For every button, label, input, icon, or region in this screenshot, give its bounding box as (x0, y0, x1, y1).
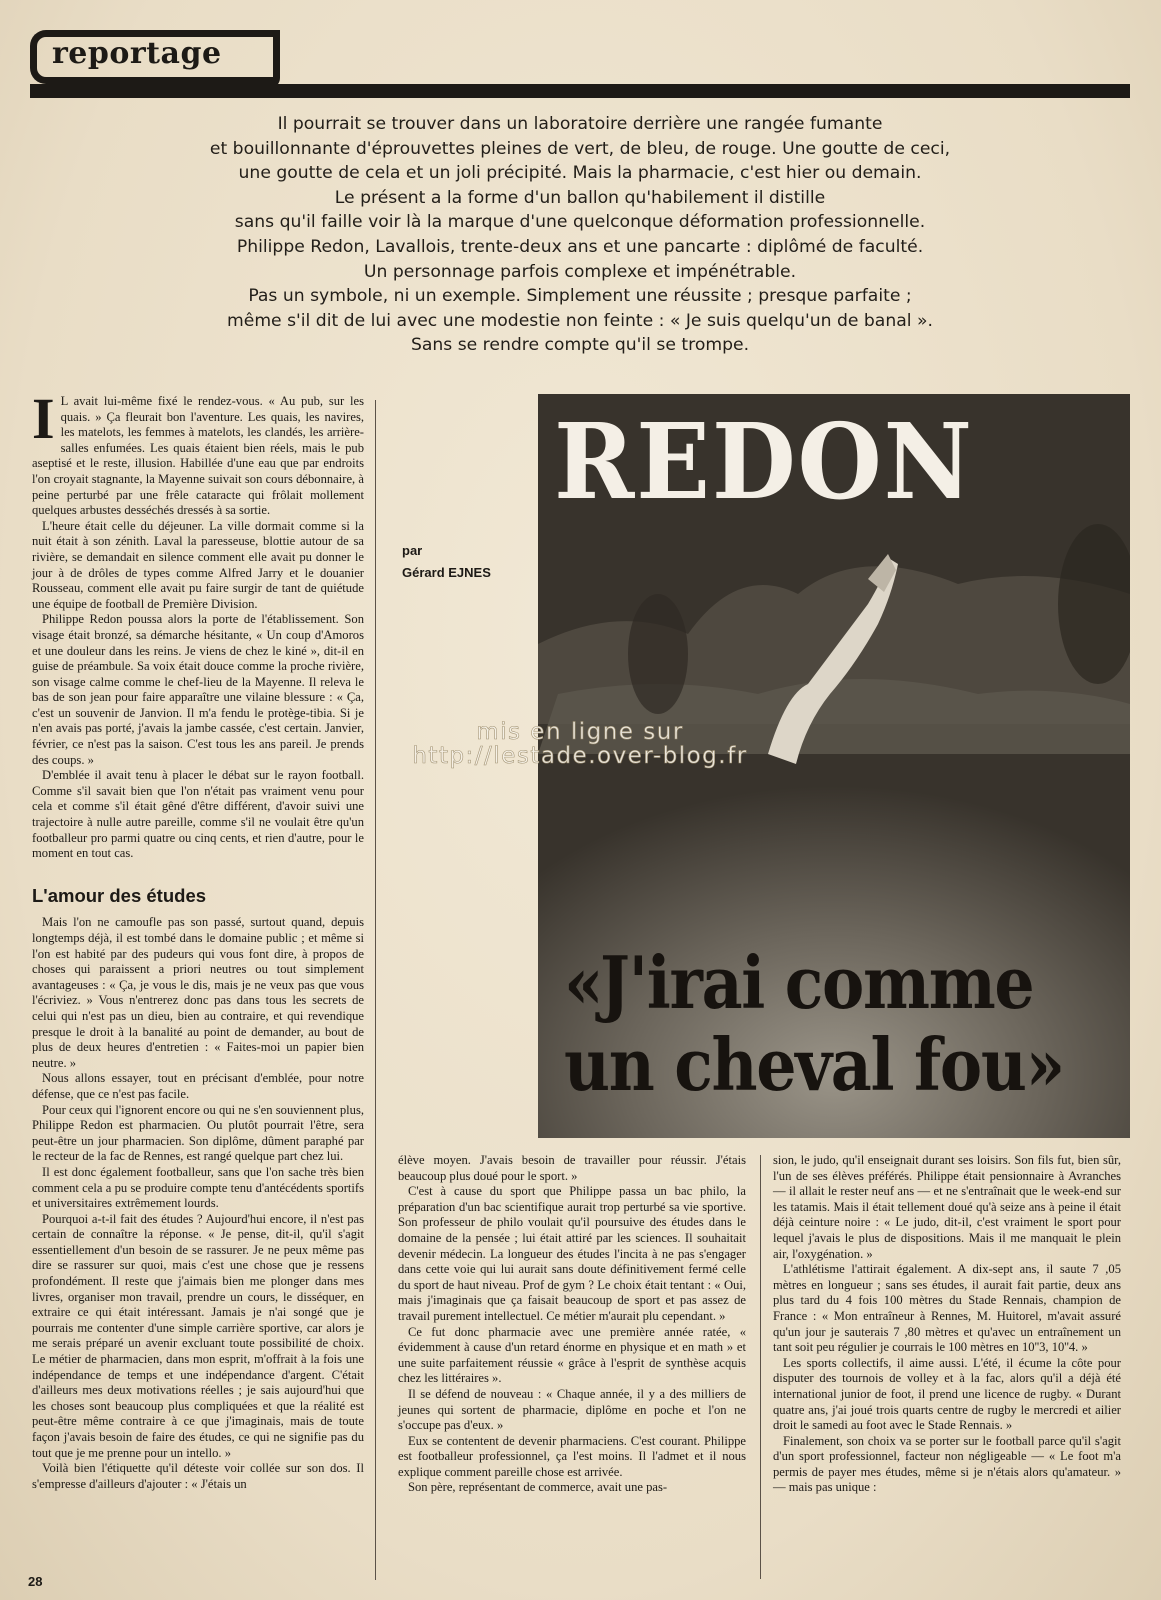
drop-cap: I (32, 386, 55, 451)
page-number: 28 (28, 1574, 43, 1589)
intro-line: Pas un symbole, ni un exemple. Simplement une réussite ; presque parfaite ; (248, 286, 912, 307)
intro-line: Le présent a la forme d'un ballon qu'habilement il distille (334, 187, 826, 208)
section-subhead: L'amour des études (32, 884, 207, 906)
article-paragraph: Les sports collectifs, il aime aussi. L'été, il écume la côte pour disputer des tournois de volley et à la fac, alors qu'il a déjà été international junior de foot, il prend une licence de rugby. « Durant quatre ans, j'ai joué trois quarts centre de rugby le mercredi et ailier droit le samedi au foot avec le Stade Rennais. » (773, 1355, 1121, 1433)
column-divider (760, 1155, 761, 1579)
column-divider (375, 400, 376, 1580)
article-paragraph: Son père, représentant de commerce, avait une pas- (408, 1480, 668, 1495)
byline (402, 540, 491, 584)
article-paragraph: Pourquoi a-t-il fait des études ? Aujourd'hui encore, il n'est pas certain de connaître la réponse. « Je pense, dit-il, qu'il s'agit essentiellement d'un besoin de se rassurer. Je ne peux même pas dire se rassurer sur quoi, mais c'est une chose que je ressens profondément. Il reste que j'aimais bien me plonger dans mes livres, organiser mon travail, prendre un cours, le disséquer, en extraire ce qui était intéressant. Jamais je n'ai songé que je pourrais me contenter d'une simple carrière sportive, car alors je me serais préparé un avenir excluant toute possibilité de choix. Le métier de pharmacien, dans mon esprit, m'offrait à la fois une indépendance de temps et une indépendance d'argent. C'était d'ailleurs mes deux motivations réelles ; je sais aujourd'hui que les choses sont beaucoup plus compliquées et que la réalité est peut-être même contraire à ce que j'imaginais, mais de toute façon j'avais besoin de faire des études, ce qui ne signifie pas du tout que je me prenne pour un intello. » (32, 1211, 364, 1460)
article-paragraph: D'emblée il avait tenu à placer le débat sur le rayon football. Comme s'il savait bien que l'on n'était pas vraiment venu pour cela et comme s'il était gêné d'être différent, d'avoir suivi une trajectoire à nulle autre pareille, comme s'il ne voulait être qu'un footballeur pro parmi quatre ou cinq cents, et rien d'autre, pour le moment en tout cas. (32, 768, 364, 861)
article-paragraph: Eux se contentent de devenir pharmaciens. C'est courant. Philippe est footballeur professionnel, ça l'est moins. Il l'admet et il nous explique comment pareille chose est arrivée. (398, 1433, 746, 1479)
article-paragraph: Pour ceux qui l'ignorent encore ou qui ne s'en souviennent plus, Philippe Redon est pharmacien. Ou plutôt pourrait l'être, sera peut-être un jour pharmacien. Son diplôme, dûment paraphé par le recteur de la fac de Rennes, est rangé quelque part chez lui. (32, 1102, 364, 1164)
article-paragraph: élève moyen. J'avais besoin de travailler pour réussir. J'étais beaucoup plus doué pour le sport. » (398, 1153, 746, 1183)
headline-quote-line-1: «J'irai comme (564, 940, 1034, 1025)
paragraph-text: L avait lui-même fixé le rendez-vous. « Au pub, sur les quais. » Ça fleurait bon l'aventure. Les quais, les navires, les matelots, les femmes à matelots, les clandés, les arrière-salles enfumées. Les quais étaient bien réels, mais le pub aseptisé et le reste, illusion. Habillée d'une eau que par endroits l'on croyait stagnante, la Mayenne suivait son cours débonnaire, à peine perturbé par une frêle cataracte qui frôlait mollement quelques arbustes desséchés dressés à sa sortie. (32, 394, 364, 518)
watermark-line-2: http://lestade.over-blog.fr (412, 743, 748, 769)
article-column-left (32, 386, 364, 1492)
article-paragraph: Il se défend de nouveau : « Chaque année, il y a des milliers de jeunes qui sortent de pharmacie, diplôme en poche et l'on ne s'occupe pas d'eux. » (398, 1386, 746, 1433)
article-paragraph: Finalement, son choix va se porter sur le football parce qu'il s'agit d'un sport professionnel, facteur non négligeable — « Le foot m'a permis de payer mes études, même si je n'étais alors qu'amateur. » — mais pas unique : (773, 1433, 1121, 1495)
section-rubric: reportage (52, 36, 222, 71)
intro-line: Un personnage parfois complexe et impénétrable. (363, 261, 797, 282)
article-paragraph: L'heure était celle du déjeuner. La ville dormait comme si la nuit était à son zénith. Laval la paresseuse, blottie autour de sa rivière, se demandait en silence comment elle avait pu donner le jour à de drôles de types comme Alfred Jarry et le douanier Rousseau, comment elle avait pu faire surgir de tant de quiétude une équipe de football de Première Division. (32, 518, 364, 611)
rubric-frame-hook (270, 30, 280, 88)
article-paragraph: sion, le judo, qu'il enseignait durant ses loisirs. Son fils fut, bien sûr, l'un de ses élèves préférés. Philippe était pensionnaire à Avranches — il allait le rester neuf ans — et ne s'entraînait que le week-end sur les tatamis. Mais il était tellement doué qu'à seize ans à peine il était déjà ceinture noire : « Le judo, dit-il, c'est vraiment le sport pour lequel j'avais le plus de dispositions. Mais il me manquait le plein air, l'oxygénation. » (773, 1153, 1121, 1261)
intro-line: Sans se rendre compte qu'il se trompe. (410, 335, 750, 356)
watermark (345, 720, 815, 768)
intro-line: Il pourrait se trouver dans un laboratoire derrière une rangée fumante (277, 114, 883, 134)
byline-author: Gérard EJNES (402, 565, 491, 580)
intro-line: sans qu'il faille voir là la marque d'une quelconque déformation professionnelle. (234, 212, 926, 233)
intro-line: même s'il dit de lui avec une modestie non feinte : « Je suis quelqu'un de banal ». (227, 310, 933, 331)
section-header (30, 26, 1130, 98)
article-paragraph: Il est donc également footballeur, sans que l'on sache très bien comment cela a pu se produire compte tenu d'antécédents sportifs et universitaires extrêmement lourds. (32, 1164, 364, 1211)
article-paragraph: Philippe Redon poussa alors la porte de l'établissement. Son visage était bronzé, sa démarche hésitante, « Un coup d'Amoros et une douleur dans les reins. Je viens de chez le kiné », dit-il en guise de préambule. Sa voix était douce comme la proche rivière, son visage calme comme le chef-lieu de la Mayenne. Il releva le bas de son jean pour faire apparaître une vilaine blessure : « Ça, c'est un souvenir de Janvion. Il m'a fendu le protège-tibia. Si je n'en avais pas porté, j'avais la jambe cassée, c'est certain. Janvier, février, ce n'est pas la saison. C'est tous les ans pareil. Je prends des coups. » (32, 612, 364, 767)
article-paragraph: Mais l'on ne camoufle pas son passé, surtout quand, depuis longtemps déjà, il est tombé dans le domaine public ; et même si l'on est habité par des pudeurs qui vous font dire, à propos de choses qui paraissent a priori neutres ou tout simplement avantageuses : « Ça, je vous le dis, mais je ne veux pas que vous l'écriviez. » Vous n'entrerez donc pas dans tous les secrets de celui qui n'est pas un dieu, bien au contraire, et qui revendique presque le droit à la banalité au point de demander, au bout de plus de deux heures d'entretien : « Faites-moi un papier bien neutre. » (32, 915, 364, 1070)
header-rule (30, 84, 1130, 98)
intro-standfirst (60, 112, 1100, 358)
intro-line: et bouillonnante d'éprouvettes pleines de vert, de bleu, de rouge. Une goutte de ceci, (209, 138, 951, 159)
headline-name: REDON (554, 400, 974, 523)
article-column-right (773, 1153, 1121, 1496)
article-paragraph: Voilà bien l'étiquette qu'il déteste voir collée sur son dos. Il s'empresse d'ailleurs d'ajouter : « J'étais un (32, 1461, 364, 1491)
article-paragraph: L'athlétisme l'attirait également. A dix-sept ans, il saute 7 ,05 mètres en longueur ; sans ses études, il aurait fait partie, deux ans plus tard du 4 fois 100 mètres du Stade Rennais, champion de France : « Mon entraîneur à Rennes, M. Huitorel, m'avait assuré qu'un jour je sauterais 7 ,80 mètres et qu'avec un entraînement un tant soit peu régulier je courrais le 100 mètres en 10''3, 10''4. » (773, 1262, 1121, 1355)
article-column-middle (398, 1153, 746, 1496)
headline-quote-line-2: un cheval fou» (564, 1022, 1064, 1107)
watermark-line-1: mis en ligne sur (476, 719, 684, 745)
intro-line: une goutte de cela et un joli précipité. Mais la pharmacie, c'est hier ou demain. (238, 163, 922, 184)
byline-par: par (402, 543, 423, 558)
article-paragraph: C'est à cause du sport que Philippe passa un bac philo, la préparation d'un bac scientifique aurait trop perturbé sa vie sportive. Son professeur de philo voulait qu'il poursuive des études dans le domaine de la pensée ; lui était attiré par les sciences. Il souhaitait devenir médecin. La longueur des études l'incita à ne pas s'engager dans cette voie qui lui aurait sans doute définitivement fermé celle du sport de haut niveau. Prof de gym ? Le choix était tentant : « Oui, mais j'imaginais que ça faisait beaucoup de sport et pas assez de travail purement intellectuel. Ce métier m'aurait plu cependant. » (398, 1184, 746, 1323)
intro-line: Philippe Redon, Lavallois, trente-deux ans et une pancarte : diplômé de faculté. (236, 236, 924, 257)
article-paragraph: Nous allons essayer, tout en précisant d'emblée, pour notre défense, que ce n'est pas facile. (32, 1071, 364, 1101)
article-paragraph (32, 386, 364, 519)
headline-quote (564, 942, 1064, 1106)
article-paragraph: Ce fut donc pharmacie avec une première année ratée, « évidemment à cause d'un retard énorme en physique et en math » et une suite parfaitement réussie « grâce à l'esprit de synthèse acquis chez les littéraires ». (398, 1324, 746, 1386)
